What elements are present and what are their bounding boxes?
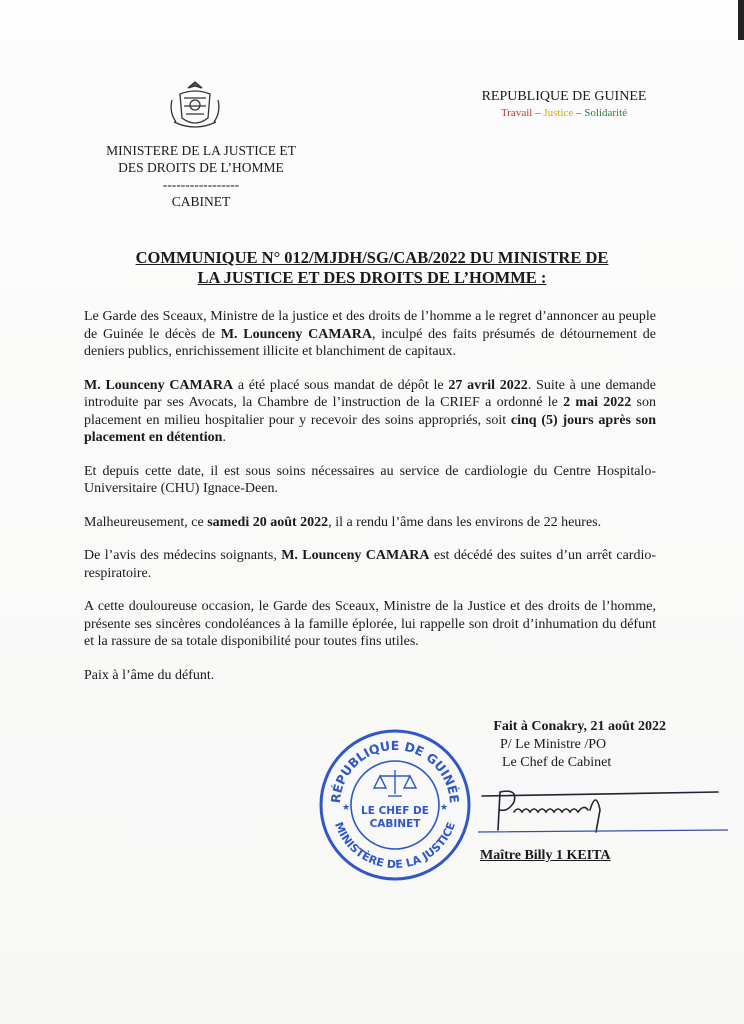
signer-name: Maître Billy 1 KEITA — [480, 848, 611, 863]
motto-justice: Justice — [543, 107, 574, 119]
motto-travail: Travail — [500, 107, 533, 119]
text-run: . Suite à une demande introduite par ses Avocats, la Chambre de l’instruction de la CRIEF a ordonné le — [84, 377, 657, 410]
detention-note: cinq (5) jours après son placement en détention — [84, 412, 657, 445]
stamp-top-arc: RÉPUBLIQUE DE GUINÉE — [327, 738, 463, 804]
title-line-1: COMMUNIQUE N° 012/MJDH/SG/CAB/2022 DU MINISTRE DE — [135, 248, 609, 267]
text-run: est décédé des suites d’un arrêt cardio-respiratoire. — [84, 548, 656, 581]
paragraph-5 — [84, 547, 656, 582]
date-bold: 2 mai 2022 — [563, 395, 632, 410]
person-name: M. Lounceny CAMARA — [84, 377, 234, 393]
handwritten-signature — [478, 780, 728, 840]
official-stamp — [318, 728, 472, 882]
republic-name: REPUBLIQUE DE GUINEE — [481, 89, 647, 104]
ministry-line-2: DES DROITS DE L’HOMME — [118, 160, 284, 175]
for-minister: P/ Le Ministre /PO — [500, 737, 607, 752]
stamp-star-left: ★ — [342, 803, 351, 813]
stamp-center-line-2: CABINET — [369, 818, 421, 830]
text-run: son placement en milieu hospitalier pour y recevoir des soins appropriés, soit — [84, 395, 656, 428]
scan-edge — [738, 0, 744, 40]
paragraph-3: Et depuis cette date, il est sous soins nécessaires au service de cardiologie du Centre Hospitalo-Universitaire (CHU) Ignace-Deen. — [84, 463, 656, 496]
stamp-center-line-1: LE CHEF DE — [361, 805, 429, 817]
coat-of-arms-icon — [166, 78, 224, 132]
paragraph-2 — [84, 377, 656, 447]
text-run: Le Garde des Sceaux, Ministre de la justice et des droits de l’homme a le regret d’annoncer au peuple de Guinée le décès de — [84, 309, 656, 342]
text-run: a été placé sous mandat de dépôt le — [233, 377, 449, 393]
paragraph-7: Paix à l’âme du défunt. — [84, 667, 215, 683]
paragraph-4 — [84, 514, 656, 532]
ministry-line-1: MINISTERE DE LA JUSTICE ET — [106, 143, 296, 158]
ministry-header — [70, 142, 332, 210]
national-motto — [430, 106, 698, 120]
republic-header — [430, 88, 698, 120]
stamp-bottom-arc: MINISTÈRE DE LA JUSTICE — [331, 820, 459, 872]
text-run: Malheureusement, ce — [84, 514, 208, 530]
title-line-2: LA JUSTICE ET DES DROITS DE L’HOMME : — [197, 268, 547, 287]
signer-role: Le Chef de Cabinet — [502, 755, 612, 770]
text-run: , inculpé des faits présumés de détournement de deniers publics, enrichissement illicite et blanchiment de capitaux. — [84, 326, 656, 359]
motto-solidarite: Solidarité — [584, 107, 628, 119]
text-run: De l’avis des médecins soignants, — [84, 548, 282, 563]
communique-body — [84, 308, 656, 700]
made-at: Fait à Conakry, 21 août 2022 — [493, 719, 666, 734]
scales-of-justice-icon — [374, 770, 416, 796]
person-name: M. Lounceny CAMARA — [220, 326, 372, 342]
motto-separator: – — [573, 107, 585, 119]
communique-title — [80, 248, 664, 288]
paragraph-6: A cette douloureuse occasion, le Garde des Sceaux, Ministre de la Justice et des droits de l’homme, présente ses sincères condoléances à la famille éplorée, lui rappelle son droit d’inhumation du défunt et la rassure de sa totale disponibilité pour toutes fins utiles. — [84, 599, 656, 649]
person-name: M. Lounceny CAMARA — [281, 548, 430, 563]
motto-separator: – — [532, 107, 544, 119]
ministry-separator: ----------------- — [162, 177, 240, 192]
date-bold: samedi 20 août 2022 — [207, 514, 329, 530]
date-bold: 27 avril 2022 — [448, 377, 528, 393]
text-run: , il a rendu l’âme dans les environs de 22 heures. — [328, 514, 602, 530]
cabinet-label: CABINET — [171, 194, 231, 209]
stamp-star-right: ★ — [440, 803, 449, 813]
text-run: . — [222, 430, 226, 445]
paragraph-1 — [84, 308, 656, 361]
